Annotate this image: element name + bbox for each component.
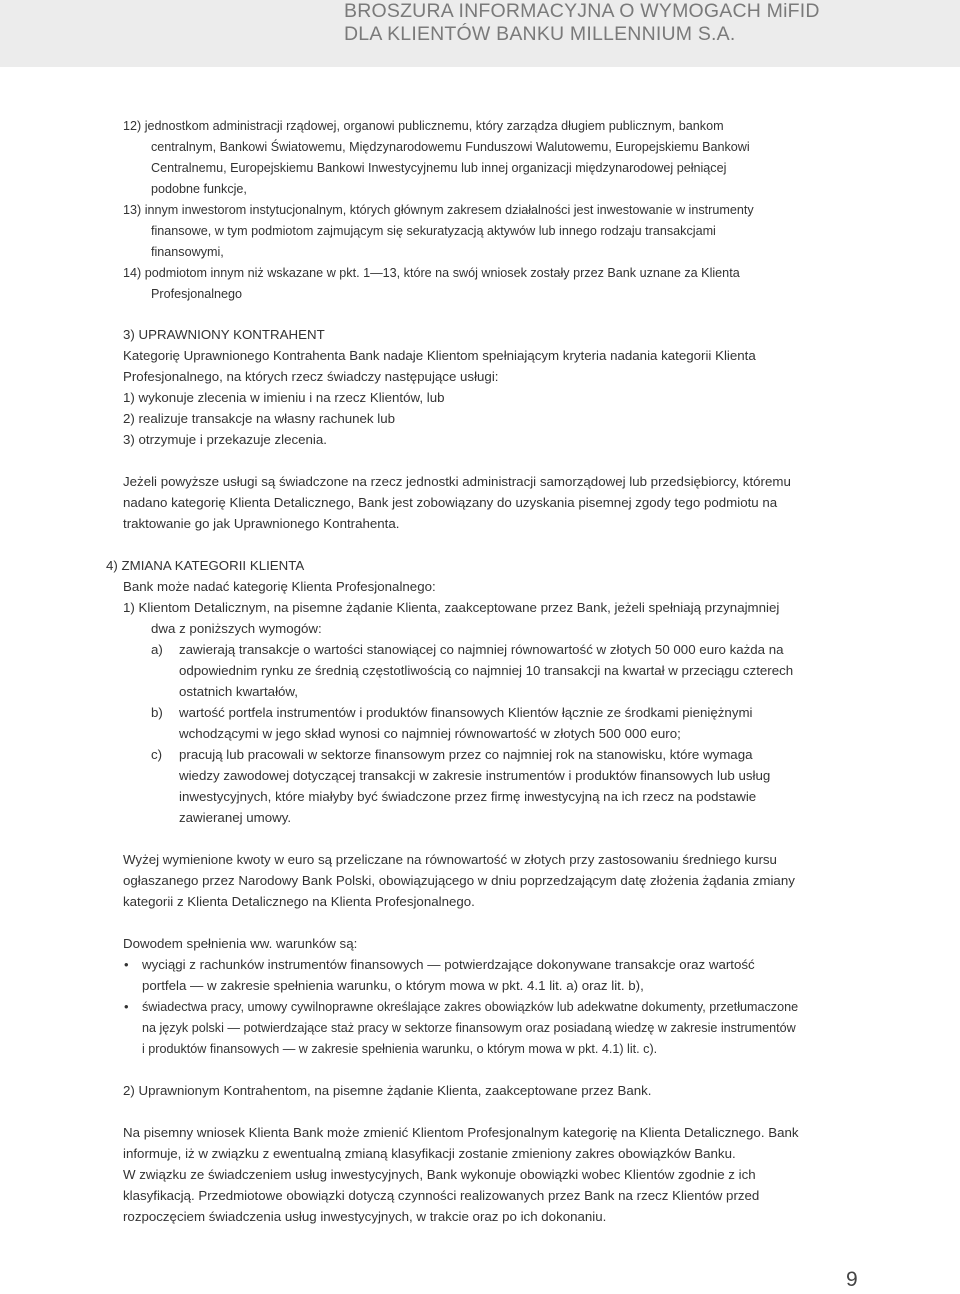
header-title-line-1: BROSZURA INFORMACYJNA O WYMOGACH MiFID [344,0,820,22]
bullet-item: wyciągi z rachunków instrumentów finansowych — potwierdzające dokonywane transakcje oraz wartość [142,957,755,972]
paragraph-line: informuje, iż w związku z ewentualną zmianą klasyfikacji zostanie zmieniony zakres obowiązków Banku. [123,1146,736,1161]
paragraph-line: kategorii z Klienta Detalicznego na Klienta Profesjonalnego. [123,894,475,909]
list-item-13: 13) innym inwestorom instytucjonalnym, których głównym zakresem działalności jest inwestowanie w instrumenty [123,203,754,217]
list-item-14-cont: Profesjonalnego [151,287,243,301]
paragraph-line: Bank może nadać kategorię Klienta Profesjonalnego: [123,579,436,594]
list-item: 2) realizuje transakcje na własny rachunek lub [123,411,395,426]
sublist-item-b: wartość portfela instrumentów i produktów finansowych Klientów łącznie ze środkami pieniężnymi [179,705,753,720]
document-header-title [344,0,820,46]
bullet-item-cont: i produktów finansowych — w zakresie spełnienia warunku, o którym mowa w pkt. 4.1) lit. c). [142,1042,658,1056]
list-item-14: 14) podmiotom innym niż wskazane w pkt. 1—13, które na swój wniosek zostały przez Bank uznane za Klienta [123,266,740,280]
bullet-icon: • [124,999,129,1014]
sublist-item-a-cont: ostatnich kwartałów, [179,684,298,699]
list-item-12-cont: podobne funkcje, [151,182,247,196]
bullet-item-cont: portfela — w zakresie spełnienia warunku, o którym mowa w pkt. 4.1 lit. a) oraz lit. b), [142,978,644,993]
list-item-12: 12) jednostkom administracji rządowej, organowi publicznemu, który zarządza długiem publicznym, bankom [123,119,724,133]
section-heading-zmiana-kategorii: 4) ZMIANA KATEGORII KLIENTA [106,558,305,573]
paragraph-line: Jeżeli powyższe usługi są świadczone na rzecz jednostki administracji samorządowej lub przedsiębiorcy, któremu [123,474,791,489]
paragraph-line: traktowanie go jak Uprawnionego Kontrahenta. [123,516,400,531]
sublist-marker-a: a) [151,642,163,657]
paragraph-line: Wyżej wymienione kwoty w euro są przeliczane na równowartość w złotych przy zastosowaniu średniego kursu [123,852,777,867]
paragraph-line: nadano kategorię Klienta Detalicznego, Bank jest zobowiązany do uzyskania pisemnej zgody tego podmiotu na [123,495,778,510]
list-item-12-cont: centralnym, Bankowi Światowemu, Międzynarodowemu Funduszowi Walutowemu, Europejskiemu Bankowi [151,140,750,154]
sublist-item-c-cont: wiedzy zawodowej dotyczącej transakcji w zakresie instrumentów i produktów finansowych lub usług [179,768,771,783]
paragraph-line: 2) Uprawnionym Kontrahentom, na pisemne żądanie Klienta, zaakceptowane przez Bank. [123,1083,652,1098]
section-heading-uprawniony-kontrahent: 3) UPRAWNIONY KONTRAHENT [123,327,325,342]
paragraph-line: klasyfikacją. Przedmiotowe obowiązki dotyczą czynności realizowanych przez Bank na rzecz Klientów przed [123,1188,760,1203]
bullet-item: świadectwa pracy, umowy cywilnoprawne określające zakres obowiązków lub adekwatne dokumenty, przetłumaczone [142,1000,799,1014]
list-item-13-cont: finansowe, w tym podmiotom zajmującym się sekuratyzacją aktywów lub innego rodzaju transakcjami [151,224,716,238]
paragraph-line: Profesjonalnego, na których rzecz świadczy następujące usługi: [123,369,499,384]
list-item-cont: dwa z poniższych wymogów: [151,621,322,636]
bullet-icon: • [124,957,129,972]
sublist-item-a-cont: odpowiednim rynku ze średnią częstotliwością co najmniej 10 transakcji na kwartał w przeciągu czterech [179,663,794,678]
page-number: 9 [846,1268,858,1291]
paragraph-line: rozpoczęciem świadczenia usług inwestycyjnych, w trakcie oraz po ich dokonaniu. [123,1209,607,1224]
list-item: 1) Klientom Detalicznym, na pisemne żądanie Klienta, zaakceptowane przez Bank, jeżeli spełniają przynajmniej [123,600,780,615]
sublist-item-a: zawierają transakcje o wartości stanowiącej co najmniej równowartość w złotych 50 000 euro każda na [179,642,784,657]
sublist-item-c-cont: inwestycyjnych, które miałyby być świadczone przez firmę inwestycyjną na ich rzecz na podstawie [179,789,757,804]
paragraph-line: W związku ze świadczeniem usług inwestycyjnych, Bank wykonuje obowiązki wobec Klientów zgodnie z ich [123,1167,756,1182]
list-item: 3) otrzymuje i przekazuje zlecenia. [123,432,327,447]
paragraph-line: Dowodem spełnienia ww. warunków są: [123,936,358,951]
paragraph-line: ogłaszanego przez Narodowy Bank Polski, obowiązującego w dniu poprzedzającym datę złożenia żądania zmiany [123,873,795,888]
paragraph-line: Kategorię Uprawnionego Kontrahenta Bank nadaje Klientom spełniającym kryteria nadania kategorii Klienta [123,348,756,363]
sublist-item-b-cont: wchodzącymi w jego skład wynosi co najmniej równowartość w złotych 500 000 euro; [179,726,681,741]
paragraph-line: Na pisemny wniosek Klienta Bank może zmienić Klientom Profesjonalnym kategorię na Klienta Detalicznego. Bank [123,1125,799,1140]
sublist-marker-c: c) [151,747,163,762]
list-item-12-cont: Centralnemu, Europejskiemu Bankowi Inwestycyjnemu lub innej organizacji międzynarodowej pełniącej [151,161,727,175]
sublist-item-c: pracują lub pracowali w sektorze finansowym przez co najmniej rok na stanowisku, które wymaga [179,747,753,762]
bullet-item-cont: na język polski — potwierdzające staż pracy w sektorze finansowym oraz posiadaną wiedzę w zakresie instrumentów [142,1021,796,1035]
list-item-13-cont: finansowymi, [151,245,224,259]
list-item: 1) wykonuje zlecenia w imieniu i na rzecz Klientów, lub [123,390,445,405]
sublist-item-c-cont: zawieranej umowy. [179,810,292,825]
sublist-marker-b: b) [151,705,163,720]
header-title-line-2: DLA KLIENTÓW BANKU MILLENNIUM S.A. [344,23,736,45]
